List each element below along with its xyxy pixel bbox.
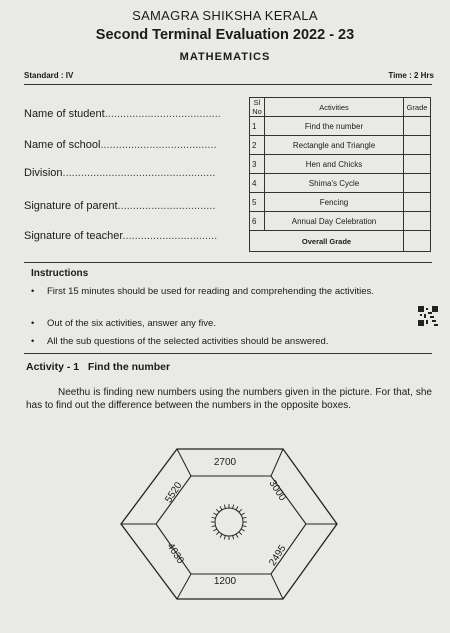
parent-signature-field[interactable]: Signature of parent................................: [24, 200, 216, 212]
bullet-icon: •: [31, 286, 35, 297]
sun-ray: [239, 532, 242, 535]
bullet-icon: •: [31, 336, 35, 347]
sun-ray: [224, 536, 225, 540]
hex-number-upper-left: 5520: [163, 480, 185, 505]
row-sl: 6: [250, 212, 265, 231]
header-grade: Grade: [404, 98, 431, 117]
sun-ray: [216, 532, 219, 535]
row-activity: Annual Day Celebration: [265, 212, 404, 231]
overall-grade-label: Overall Grade: [250, 231, 404, 252]
exam-title: Second Terminal Evaluation 2022 - 23: [95, 27, 355, 43]
exam-page: SAMAGRA SHIKSHA KERALA Second Terminal Evaluation 2022 - 23 MATHEMATICS Standard : IV Time : 2 Hrs Name of student...................................... Name of school...................................... Division.................................................. Signature of parent................................ Signature of teacher............................... Sl No Activities Grade 1 Find the number 2 Rectangle and Triangle 3 Hen and Chicks 4 Shima's Cycle 5 Fencing 6 Annual Day Celebration Overall Grade Instructions • First 15 minutes should be used for reading and comprehending the activities. • Out of the six activities, answer any five. • All the sub questions of the selected activities should be answered. Activity - 1 Find the number Neethu is finding new numbers using the numbers given in the picture. For that, she has to find out the difference between the numbers in the opposite boxes. 2700 3000 2495 1200 4030 5520: [0, 0, 450, 633]
sun-ray: [213, 529, 216, 531]
row-sl: 1: [250, 117, 265, 136]
row-sl: 2: [250, 136, 265, 155]
subject-title: MATHEMATICS: [179, 51, 271, 63]
hex-number-bottom: 1200: [213, 576, 237, 587]
sun-ray: [216, 509, 219, 512]
sun-ray: [213, 513, 216, 515]
division-field[interactable]: Division..................................................: [24, 167, 216, 179]
hex-number-lower-right: 2495: [267, 543, 289, 568]
field-label: Signature of teacher: [24, 230, 123, 242]
hex-number-top: 2700: [213, 457, 237, 468]
row-activity: Rectangle and Triangle: [265, 136, 404, 155]
field-label: Signature of parent: [24, 200, 118, 212]
time-label: Time : 2 Hrs: [388, 71, 434, 80]
sun-ray: [212, 526, 216, 527]
sun-ray: [239, 509, 242, 512]
standard-label: Standard : IV: [24, 71, 74, 80]
sun-ray: [233, 505, 234, 509]
sun-ray: [236, 506, 238, 509]
row-sl: 4: [250, 174, 265, 193]
header-activities: Activities: [265, 98, 404, 117]
field-label: Division: [24, 167, 63, 179]
header-slno: Sl No: [250, 98, 265, 117]
student-name-field[interactable]: Name of student......................................: [24, 108, 221, 120]
teacher-signature-field[interactable]: Signature of teacher...............................: [24, 230, 218, 242]
sun-ray: [220, 506, 222, 509]
bullet-icon: •: [31, 318, 35, 329]
row-sl: 3: [250, 155, 265, 174]
hex-number-lower-left: 4030: [164, 541, 186, 566]
school-name-field[interactable]: Name of school......................................: [24, 139, 217, 151]
hex-number-upper-right: 3000: [266, 478, 288, 503]
sun-ray: [212, 517, 216, 518]
row-activity: Hen and Chicks: [265, 155, 404, 174]
instruction-item: • First 15 minutes should be used for reading and comprehending the activities.: [31, 286, 374, 297]
org-name: SAMAGRA SHIKSHA KERALA: [132, 8, 318, 23]
row-activity: Shima's Cycle: [265, 174, 404, 193]
sun-icon: [211, 504, 247, 540]
row-activity: Fencing: [265, 193, 404, 212]
activity-title: Activity - 1 Find the number: [26, 361, 171, 373]
field-label: Name of school: [24, 139, 101, 151]
sun-ray: [233, 536, 234, 540]
activity-description: Neethu is finding new numbers using the numbers given in the picture. For that, she has to find out the difference between the numbers in the opposite boxes.: [26, 387, 432, 411]
sun-ray: [236, 534, 238, 537]
field-label: Name of student: [24, 108, 105, 120]
sun-ray: [224, 505, 225, 509]
sun-ray: [243, 517, 247, 518]
sun-ray: [241, 513, 244, 515]
row-activity: Find the number: [265, 117, 404, 136]
instructions-title: Instructions: [31, 268, 89, 279]
row-sl: 5: [250, 193, 265, 212]
sun-ray: [241, 529, 244, 531]
sun-ray: [243, 526, 247, 527]
sun-ray: [220, 534, 222, 537]
